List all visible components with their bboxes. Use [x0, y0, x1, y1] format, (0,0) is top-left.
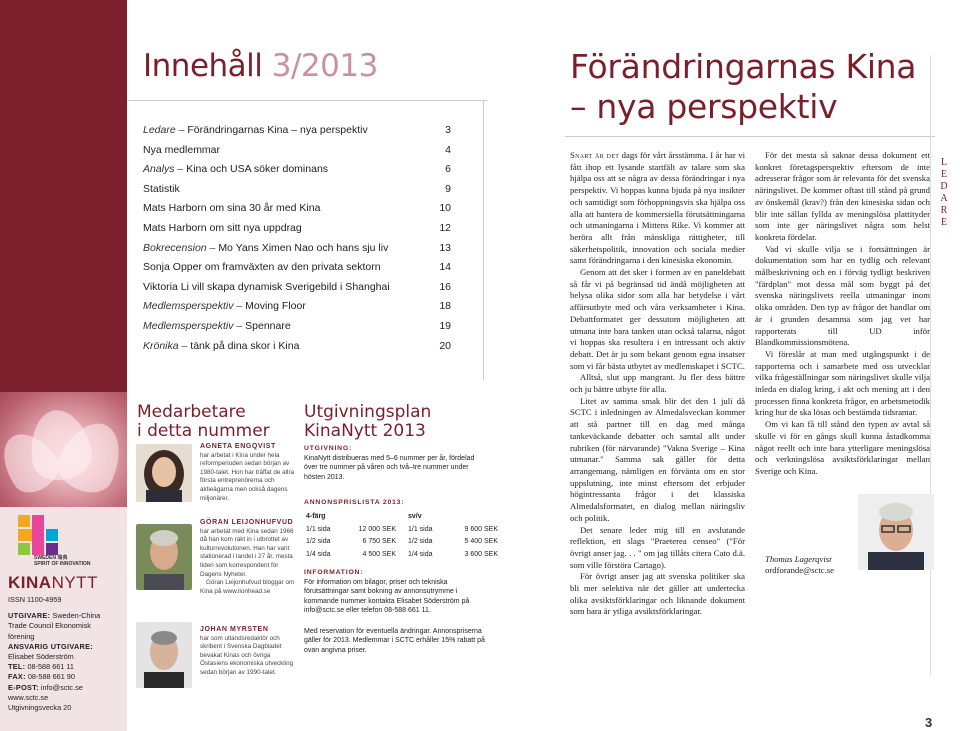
- toc-page-number: 3: [445, 124, 451, 136]
- toc-row: [143, 337, 451, 357]
- toc-row: [143, 141, 451, 161]
- price-table: [304, 510, 500, 562]
- toc-row: [143, 180, 451, 200]
- staff-entry: AGNETA ENGQVIST har arbetat i Kina under hela reformperioden sedan början av 1980-talet. Hon har träffat de allra första entreprenörerna och aktieägarna men också dagens miljonärer.: [200, 443, 295, 502]
- divider: [930, 55, 931, 675]
- toc-entry: Krönika – tänk på dina skor i Kina: [143, 339, 300, 352]
- kinanytt-logo: KINANYTT: [8, 573, 98, 592]
- toc-row: [143, 160, 451, 180]
- contact-line: TEL: 08-588 661 11: [8, 662, 74, 672]
- contact-line: FAX: 08-588 661 90: [8, 672, 75, 682]
- toc-page-number: 10: [439, 202, 451, 215]
- paragraph: För det mesta så saknar dessa dokument ett konkret företagsperspektiv eftersom de inte adresserar frågor som är relevanta för det svenska näringslivet. De kommer oftast till stånd på grund av önskemål (krav?) från den kinesiska sidan och blir inte sällan fyllda av meningslösa plattityder som inte ger näringslivet några som helst konkreta fördelar.: [755, 150, 930, 242]
- article-title: Förändringarnas Kina – nya perspektiv: [570, 47, 917, 126]
- staff-entry: JOHAN MYRSTEN har som utlandsredaktör och skribent i Svenska Dagbladet bevakat Kinas och övriga Östasiens ekonomiska utveckling sedan början av 1990-talet.: [200, 626, 294, 676]
- toc-row: [143, 199, 451, 219]
- reservation-text: Med reservation för eventuella ändringar. Annonspriserna gäller för 2013. Medlemmar i SCTC erhåller 15% rabatt på ovan angivna priser.: [304, 628, 485, 654]
- contact-line: Elisabet Söderström: [8, 652, 74, 662]
- paragraph: Litet av samma smak blir det den 1 juli då SCTC i inledningen av Almedalsveckan kommer att stå partner till en dag med många tankeväckande debatter och samtal allt under rubriken (för närvarande) "Vakna Sverige – Kina utmanar." Samma sak gäller för detta arrangemang, nämligen en förvänta om en stor uppslutning, inte minst eftersom det erbjuder högintressanta frågor i det klassiska Almedalsformatet, en dialog mellan näringsliv och politik.: [570, 395, 745, 523]
- toc-entry: Medlemsperspektiv – Spennare: [143, 319, 291, 332]
- paragraph: Alltså, slut upp mangrant. Ju fler dess bättre och ju bättre utbyte för alla.: [570, 372, 745, 395]
- contact-line: E-POST: info@sctc.se: [8, 682, 83, 692]
- section-heading: ANNONSPRISLISTA 2013:: [304, 499, 405, 506]
- toc-entry: Statistik: [143, 182, 180, 195]
- contact-line: www.sctc.se: [8, 692, 49, 702]
- publication-plan-title: Utgivningsplan KinaNytt 2013: [304, 402, 432, 441]
- johan-photo: [136, 622, 192, 688]
- toc-entry: Ledare – Förändringarnas Kina – nya perspektiv: [143, 124, 368, 136]
- table-row: 1/4 sida 4 500 SEK 1/4 sida 3 600 SEK: [306, 550, 498, 558]
- toc-entry: Medlemsperspektiv – Moving Floor: [143, 300, 306, 313]
- toc-row: [143, 219, 451, 239]
- toc-page-number: 6: [445, 163, 451, 176]
- paragraph: Om vi kan få till stånd den typen av avtal så skulle vi för en gångs skull kunna åstadkomma något reellt och inte bara ytterligare meningslösa och verkningslösa avsiktsförklaringar mellan Sverige och Kina.: [755, 419, 930, 476]
- toc-entry: Nya medlemmar: [143, 143, 221, 156]
- toc-row: [143, 297, 451, 317]
- toc-entry: Analys – Kina och USA söker dominans: [143, 163, 329, 176]
- paragraph: Genom att det sker i formen av en paneldebatt så får vi på begränsad tid ändå möjligheten att belysa olika sidor som alla har betydelse i vårt affärsutbyte med och våra verksamheter i Kina. Debattformatet ger dessutom möjligheten att utmana inte bara tanken utan också talarna, något vi hoppas ska resultera i en intressant och aktiv debatt. Det är ju som bekant genom egna insatser som vi får bästa utbytet av medlemskapet i SCTC.: [570, 267, 745, 371]
- goran-photo: [136, 524, 192, 590]
- contact-line: ANSVARIG UTGIVARE:: [8, 641, 93, 651]
- table-header-row: 4-färg sv/v: [306, 513, 422, 520]
- information-text: För information om bilagor, priser och tekniska förutsättningar samt bokning av annonsutrymme i kommande nummer kontakta Elisabet Söderström på info@sctc.se eller telefon 08-588 661 11.: [304, 579, 470, 615]
- table-row: 1/2 sida 6 750 SEK 1/2 sida 5 400 SEK: [306, 538, 498, 546]
- agneta-photo: [136, 444, 192, 502]
- staff-entry: GÖRAN LEIJONHUFVUD har arbetat med Kina sedan 1966 då han kom rakt in i utbrottet av kulturrevolutionen. Han har varit stationerad i landet i 27 år, mesta tiden som korrespondent för Dagens Nyheter. Göran Leijonhufvud bloggar om Kina på www.lionhead.se: [200, 519, 295, 595]
- paragraph: Vad vi skulle vilja se i fortsättningen är dokumentation som har en tydlig och relevant målbeskrivning och en i förväg tydligt beskriven "färdplan" mot dessa mål som byggt på det svenska näringslivets reella utmaningar inom olika områden. Den typ av frågor det handlar om är i grunden desamma som jag vet har rapporterats till UD inför Blandkommissionsmötena.: [755, 243, 930, 348]
- toc-page-number: 13: [439, 241, 451, 254]
- issn: ISSN 1100-4959: [8, 595, 62, 604]
- toc-entry: Mats Harborn om sitt nya uppdrag: [143, 221, 302, 234]
- toc-entry: Bokrecension – Mo Yans Ximen Nao och hans sju liv: [143, 241, 389, 254]
- paragraph: För övrigt anser jag att svenska politiker ska bli mer selektiva när det gäller att undertecka olika avsiktsförklaringar och liknande dokument som bara är ytliga avsiktsförklaringar.: [570, 571, 745, 617]
- toc-entry: Sonja Opper om framväxten av den privata sektorn: [143, 261, 381, 274]
- article-column-2: [755, 150, 930, 478]
- toc-row: [143, 278, 451, 298]
- contact-lines: [8, 611, 119, 713]
- toc-page-number: 12: [439, 221, 451, 234]
- sidebar: [0, 0, 127, 731]
- section-label-vertical: L E D A R E: [940, 157, 948, 228]
- toc-row: [143, 258, 451, 278]
- sweden-logo: [8, 513, 118, 567]
- toc-page-number: 9: [445, 182, 451, 195]
- toc-entry: Viktoria Li vill skapa dynamisk Sverigebild i Shanghai: [143, 280, 390, 293]
- signature: Thomas Lagerqvist ordforande@sctc.se: [765, 554, 835, 575]
- publication-text: KinaNytt distribueras med 5–6 nummer per år, fördelad över tre nummer på våren och två–tre nummer under hösten 2013.: [304, 455, 475, 481]
- toc-title: Innehåll 3/2013: [143, 48, 378, 84]
- sidebar-color-band: [0, 0, 127, 392]
- table-row: 1/1 sida 12 000 SEK 1/1 sida 9 600 SEK: [306, 525, 498, 533]
- article-column-1: [570, 150, 745, 618]
- toc-page-number: 16: [439, 280, 451, 293]
- contact-line: UTGIVARE: Sweden-China Trade Council Ekonomisk förening: [8, 611, 101, 641]
- toc-row: [143, 317, 451, 337]
- toc-row: [143, 239, 451, 259]
- paragraph: Snart är det dags för vårt årsstämma. I år har vi fått ihop ett lysande startfält av talare som ska hjälpa oss att se några av dessa förändringar i nya perspektiv. Vi hoppas kunna bjuda på nya insikter och samtidigt som förhoppningsvis ska hjälpa oss alla att hantera de kommersiella förutsättningarna och utmaningarna i Mittens Rike. Vi kommer att beröra allt från mänskliga rättigheter, till säkerhetspolitik, innovation och sociala medier samt förändringarna i den kinesiska ekonomin.: [570, 150, 745, 266]
- divider: [565, 136, 935, 137]
- publisher-info: [0, 507, 127, 731]
- logo-caption: SWEDEN 瑞典 SPIRIT OF INNOVATION: [34, 555, 91, 567]
- lotus-photo: [0, 392, 127, 507]
- toc-page-number: 4: [445, 143, 451, 156]
- section-heading: UTGIVNING:: [304, 445, 353, 452]
- toc-page-number: 18: [439, 300, 451, 313]
- contact-line: Utgivningsvecka 20: [8, 703, 72, 713]
- divider: [483, 100, 484, 380]
- editor-photo: [858, 494, 934, 570]
- toc-entry: Mats Harborn om sina 30 år med Kina: [143, 202, 321, 215]
- toc-list: [143, 121, 451, 356]
- paragraph: Vi föreslår at man med utgångspunkt i de rapporterna och i samarbete med oss utvecklar vilka frågeställningar som näringslivet skulle vilja inleda en dialog kring, i akt och mening att i den processen finna konkreta frågor, en arbetsmetodik kring hur de ska lösas och bestämda tidsramar.: [755, 348, 930, 418]
- page-number: 3: [925, 715, 933, 730]
- paragraph: Det senare leder mig till en avslutande reflektion, ett slags "Praeterea censeo" ("För övrigt anser jag. . . " om jag tillåts citera Cato d.ä. som ville förstöra Cartago).: [570, 524, 745, 570]
- section-heading: INFORMATION:: [304, 569, 364, 576]
- toc-page-number: 19: [439, 319, 451, 332]
- toc-row: [143, 121, 451, 141]
- contributors-title: Medarbetare i detta nummer: [137, 402, 270, 441]
- toc-page-number: 20: [439, 339, 451, 352]
- toc-page-number: 14: [439, 261, 451, 274]
- sweden-cross-icon: [18, 515, 58, 557]
- divider: [127, 100, 487, 101]
